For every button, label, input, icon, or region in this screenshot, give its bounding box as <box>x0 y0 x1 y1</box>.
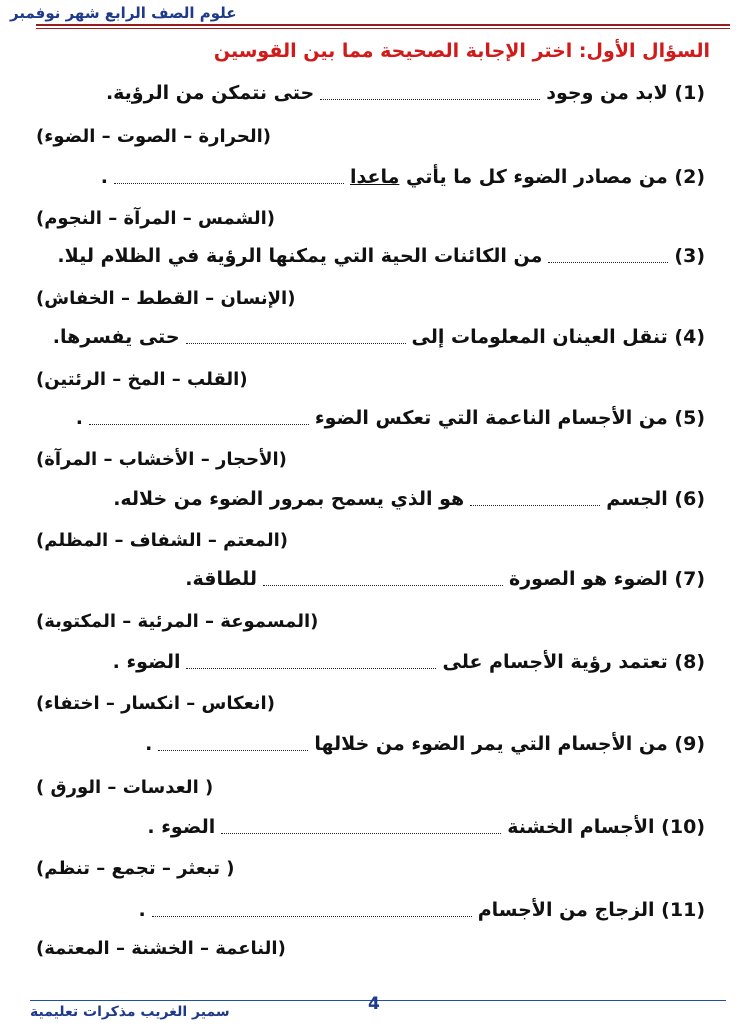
question-text-after: هو الذي يسمح بمرور الضوء من خلاله. <box>113 488 465 510</box>
answer-blank[interactable] <box>158 738 308 751</box>
header-rule-thin <box>36 28 730 29</box>
answer-blank[interactable] <box>186 331 406 344</box>
question-text-after: . <box>138 899 146 921</box>
choices-2: (الشمس – المرآة – النجوم) <box>36 208 276 229</box>
question-number: (2) <box>674 166 705 188</box>
question-text-before: الضوء هو الصورة <box>509 568 668 590</box>
question-11 <box>139 899 706 921</box>
answer-blank[interactable] <box>152 904 472 917</box>
question-text-before: تعتمد رؤية الأجسام على <box>442 651 668 673</box>
answer-blank[interactable] <box>263 573 503 586</box>
question-text-before: من الأجسام التي يمر الضوء من خلالها <box>314 733 668 755</box>
question-number: (5) <box>674 407 705 429</box>
choices-4: (القلب – المخ – الرئتين) <box>36 369 248 390</box>
question-text-after: من الكائنات الحية التي يمكنها الرؤية في الظلام ليلا. <box>57 245 543 267</box>
question-number: (11) <box>661 899 705 921</box>
question-text-before: الزجاج من الأجسام <box>477 899 655 921</box>
question-text-after: حتى يفسرها. <box>52 326 180 348</box>
question-9 <box>145 733 705 755</box>
answer-blank[interactable] <box>221 821 501 834</box>
answer-blank[interactable] <box>114 171 344 184</box>
question-number: (4) <box>674 326 705 348</box>
question-8 <box>113 651 705 673</box>
question-text-after: حتى نتمكن من الرؤية. <box>105 82 315 104</box>
page-number: 4 <box>368 994 380 1014</box>
choices-1: (الحرارة – الصوت – الضوء) <box>36 126 271 147</box>
choices-6: (المعتم – الشفاف – المظلم) <box>36 530 289 551</box>
question-text-before: الجسم <box>606 488 668 510</box>
question-text-after: . <box>145 733 153 755</box>
question-1 <box>106 82 705 104</box>
header-text: علوم الصف الرابع شهر نوفمبر <box>10 4 237 22</box>
question-text-before: تنقل العينان المعلومات إلى <box>411 326 668 348</box>
question-7 <box>185 568 705 590</box>
question-number: (8) <box>674 651 705 673</box>
question-text-before: من الأجسام الناعمة التي تعكس الضوء <box>314 407 668 429</box>
question-text-after: . <box>75 407 83 429</box>
question-text-after: للطاقة. <box>185 568 258 590</box>
question-number: (9) <box>674 733 705 755</box>
question-underlined: ماعدا <box>349 166 400 188</box>
answer-blank[interactable] <box>186 656 436 669</box>
question-text-before: الأجسام الخشنة <box>507 816 655 838</box>
choices-8: (انعكاس – انكسار – اختفاء) <box>36 693 275 714</box>
choices-3: (الإنسان – القطط – الخفاش) <box>36 288 296 309</box>
question-5 <box>76 407 705 429</box>
choices-11: (الناعمة – الخشنة – المعتمة) <box>36 938 286 959</box>
choices-9: ( العدسات – الورق ) <box>36 777 214 798</box>
answer-blank[interactable] <box>89 412 309 425</box>
question-6 <box>113 488 705 510</box>
header-rule-thick <box>36 24 730 26</box>
question-number: (10) <box>661 816 705 838</box>
footer-author: سمير الغريب مذكرات تعليمية <box>30 1004 230 1020</box>
choices-5: (الأحجار – الأخشاب – المرآة) <box>36 449 287 470</box>
answer-blank[interactable] <box>470 493 600 506</box>
answer-blank[interactable] <box>320 87 540 100</box>
question-4 <box>53 326 705 348</box>
question-text-before: لابد من وجود <box>546 82 668 104</box>
question-text-after: الضوء . <box>112 651 181 673</box>
question-2 <box>101 166 705 188</box>
question-title: السؤال الأول: اختر الإجابة الصحيحة مما بين القوسين <box>213 40 710 62</box>
question-number: (7) <box>674 568 705 590</box>
answer-blank[interactable] <box>548 250 668 263</box>
question-number: (3) <box>674 245 705 267</box>
question-number: (1) <box>674 82 705 104</box>
question-text-before: من مصادر الضوء كل ما يأتي <box>405 166 668 188</box>
choices-10: (تبعثر – تجمع – تنظم ) <box>36 858 235 879</box>
question-number: (6) <box>674 488 705 510</box>
question-10 <box>147 816 705 838</box>
question-text-after: الضوء . <box>147 816 216 838</box>
question-3 <box>57 245 705 267</box>
choices-7: (المسموعة – المرئية – المكتوبة) <box>36 611 319 632</box>
question-text-after: . <box>100 166 108 188</box>
